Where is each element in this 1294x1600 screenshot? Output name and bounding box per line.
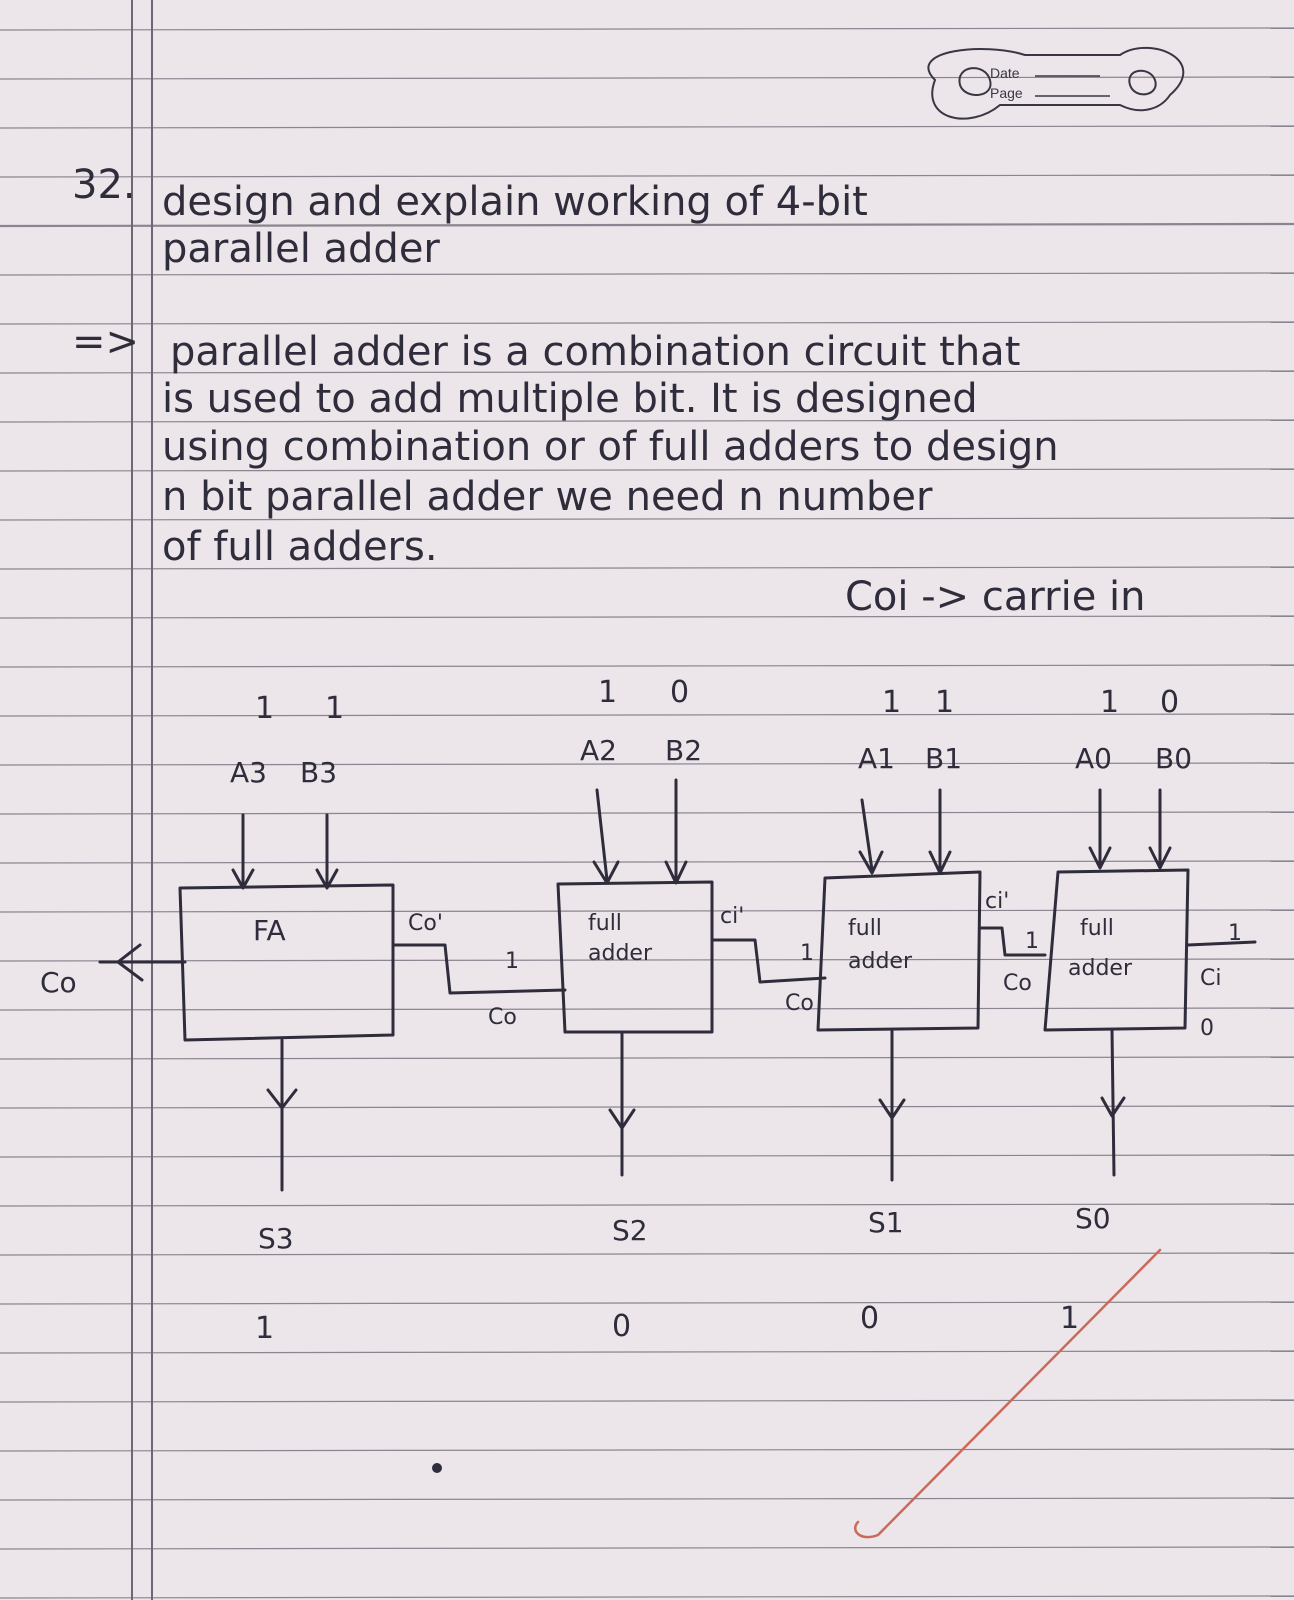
- s0-label: S0: [1075, 1202, 1111, 1235]
- ruled-line: [0, 1498, 1294, 1500]
- b2-label: B2: [665, 734, 703, 767]
- a1-value: 1: [882, 685, 902, 720]
- s2-label: S2: [612, 1214, 648, 1247]
- b2-value: 0: [670, 675, 690, 710]
- b1-value: 1: [935, 685, 955, 720]
- b0-label: B0: [1155, 742, 1193, 775]
- c3-top-label: Co': [408, 911, 443, 936]
- a3-value: 1: [255, 691, 275, 726]
- ruled-line: [0, 1057, 1294, 1059]
- c1-bottom-label: Co: [1003, 971, 1032, 996]
- a0-label: A0: [1075, 742, 1112, 775]
- b2-arrow: [666, 780, 686, 883]
- s2-arrow: [610, 1032, 634, 1175]
- answer-line-5: of full adders.: [162, 524, 438, 570]
- s3-label: S3: [258, 1222, 294, 1255]
- answer-line-4: n bit parallel adder we need n number: [162, 474, 933, 520]
- s1-arrow: [880, 1030, 904, 1180]
- block-2-label-1: full: [588, 911, 622, 936]
- ruled-line: [0, 126, 1294, 128]
- final-carry-label: Co: [40, 966, 77, 999]
- ruled-line: [0, 77, 1294, 79]
- ruled-line: [0, 1155, 1294, 1157]
- page-label: Page: [990, 85, 1023, 101]
- ruled-line: [0, 175, 1294, 177]
- b1-arrow: [930, 790, 950, 873]
- carry-out-arrow: [100, 945, 185, 980]
- b0-value: 0: [1160, 685, 1180, 720]
- a3-arrow: [233, 815, 253, 888]
- block-3-label: FA: [253, 914, 286, 947]
- block-1-label-2: adder: [848, 949, 912, 974]
- block-1-label-1: full: [848, 916, 882, 941]
- b1-label: B1: [925, 742, 963, 775]
- cin-top-value: 1: [1228, 921, 1242, 946]
- cin-bottom-value: 0: [1200, 1016, 1214, 1041]
- answer-arrow: =>: [72, 319, 140, 365]
- a2-arrow: [594, 790, 618, 883]
- s1-value: 0: [860, 1301, 880, 1336]
- ruled-line: [0, 1253, 1294, 1255]
- answer-line-3: using combination or of full adders to design: [162, 424, 1059, 470]
- answer-line-2: is used to add multiple bit. It is designed: [162, 376, 978, 422]
- ruled-line: [0, 1106, 1294, 1108]
- s0-arrow: [1102, 1030, 1124, 1175]
- date-label: Date: [990, 65, 1020, 81]
- c3-value: 1: [505, 949, 519, 974]
- s2-value: 0: [612, 1309, 632, 1344]
- s3-value: 1: [255, 1311, 275, 1346]
- c1-value: 1: [1025, 929, 1039, 954]
- question-number: 32.: [72, 162, 136, 208]
- a2-value: 1: [598, 675, 618, 710]
- answer-line-1: parallel adder is a combination circuit that: [170, 329, 1021, 375]
- carry-in-wire: [1188, 942, 1255, 945]
- c3-bottom-label: Co: [488, 1005, 517, 1030]
- carry-wire-3: [393, 945, 565, 993]
- b3-arrow: [317, 815, 337, 888]
- a0-value: 1: [1100, 685, 1120, 720]
- ruled-line: [0, 1400, 1294, 1402]
- b3-label: B3: [300, 756, 338, 789]
- a2-label: A2: [580, 734, 617, 767]
- ruled-line: [0, 322, 1294, 324]
- full-adder-block-3: [180, 885, 393, 1040]
- ruled-line: [0, 665, 1294, 667]
- carry-in-note: Coi -> carrie in: [845, 574, 1146, 620]
- b3-value: 1: [325, 691, 345, 726]
- c2-value: 1: [800, 941, 814, 966]
- s3-arrow: [268, 1040, 296, 1190]
- ruled-line: [0, 28, 1294, 30]
- s1-label: S1: [868, 1206, 904, 1239]
- parallel-adder-diagram: [40, 675, 1255, 1346]
- c1-top-label: ci': [985, 889, 1010, 914]
- ruled-line: [0, 1449, 1294, 1451]
- block-2-label-2: adder: [588, 941, 652, 966]
- ruled-line: [0, 1302, 1294, 1304]
- date-page-stamp: [928, 48, 1183, 119]
- b0-arrow: [1150, 790, 1170, 868]
- question-line-2: parallel adder: [162, 226, 440, 272]
- question-line-1: design and explain working of 4-bit: [162, 179, 868, 225]
- ruled-line: [0, 910, 1294, 912]
- ruled-line: [0, 273, 1294, 275]
- ruled-line: [0, 1008, 1294, 1010]
- ruled-line: [0, 1351, 1294, 1353]
- a0-arrow: [1090, 790, 1110, 868]
- a1-label: A1: [858, 742, 895, 775]
- ink-dot: [432, 1463, 442, 1473]
- cin-label: Ci: [1200, 966, 1222, 991]
- c2-bottom-label: Co: [785, 991, 814, 1016]
- s0-value: 1: [1060, 1301, 1080, 1336]
- ruled-line: [0, 1596, 1294, 1598]
- c2-top-label: ci': [720, 904, 745, 929]
- block-0-label-2: adder: [1068, 956, 1132, 981]
- check-mark-icon: [855, 1250, 1160, 1537]
- a3-label: A3: [230, 756, 267, 789]
- block-0-label-1: full: [1080, 916, 1114, 941]
- full-adder-block-0: [1045, 870, 1188, 1030]
- ruled-line: [0, 1547, 1294, 1549]
